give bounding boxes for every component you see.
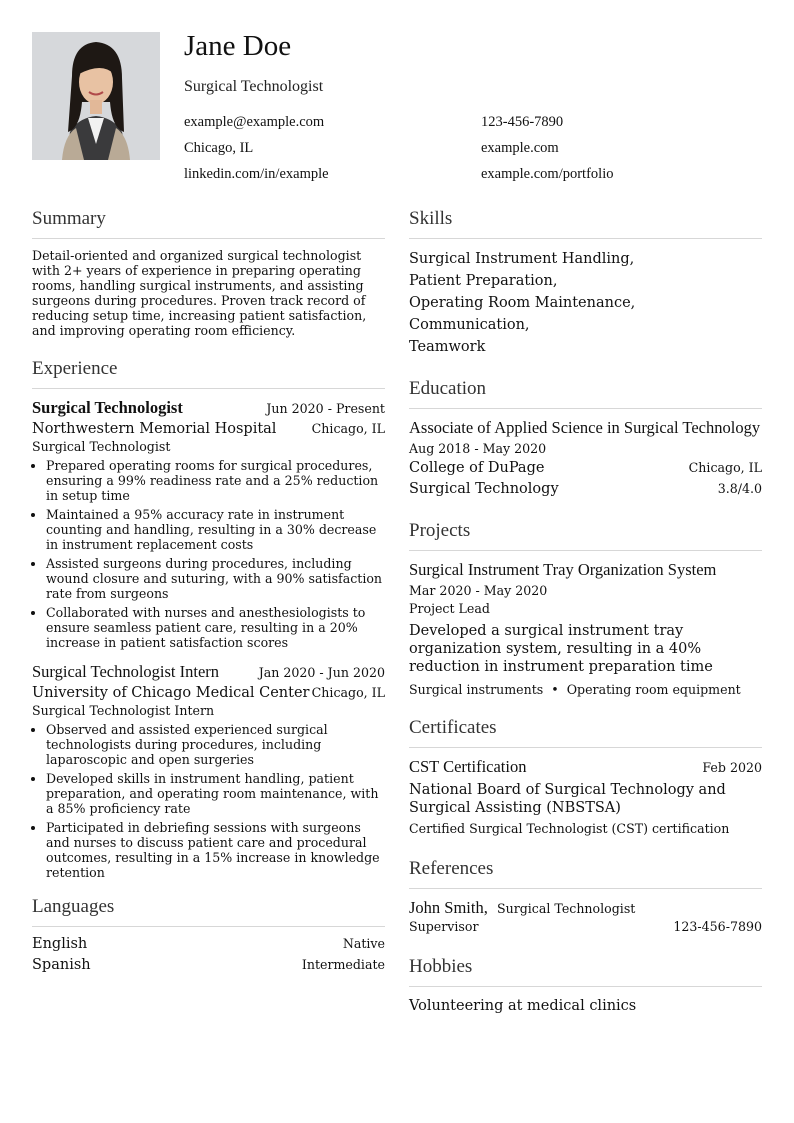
certificate-description: Certified Surgical Technologist (CST) certification [409, 821, 730, 836]
keyword-separator: • [551, 682, 559, 697]
project-keyword: Surgical instruments [409, 682, 544, 697]
contact-phone[interactable]: 123-456-7890 [481, 114, 564, 130]
language-row [32, 936, 385, 952]
job-organization: Northwestern Memorial Hospital [32, 421, 277, 437]
project-title: Surgical Instrument Tray Organization System [409, 560, 717, 579]
education-gpa: 3.8/4.0 [717, 481, 762, 496]
right-column [409, 208, 762, 1037]
projects-heading: Projects [409, 520, 762, 551]
education-degree: Associate of Applied Science in Surgical Technology [409, 418, 761, 437]
project-date: Mar 2020 - May 2020 [409, 583, 548, 598]
reference-phone[interactable]: 123-456-7890 [673, 919, 762, 934]
job-title: Surgical Technologist [32, 398, 183, 417]
skills-list [409, 248, 762, 358]
job-bullet: • Developed skills in instrument handling, patient preparation, and operating room maintenance, with a 85% proficiency rate [46, 771, 385, 816]
job-role: Surgical Technologist [32, 439, 171, 454]
job-date: Jun 2020 - Present [266, 401, 385, 416]
contact-location: Chicago, IL [184, 140, 254, 156]
education-heading: Education [409, 378, 762, 409]
contact-portfolio[interactable]: example.com/portfolio [481, 166, 614, 182]
candidate-title: Surgical Technologist [184, 78, 324, 95]
certificate-date: Feb 2020 [702, 760, 762, 775]
job-organization: University of Chicago Medical Center [32, 685, 310, 701]
hobbies-section [409, 956, 762, 1017]
education-section [409, 378, 762, 500]
hobbies-heading: Hobbies [409, 956, 762, 987]
left-column [32, 208, 385, 993]
skill-item: Teamwork [409, 339, 486, 355]
project-keyword: Operating room equipment [566, 682, 741, 697]
language-level: Native [342, 936, 385, 951]
summary-heading: Summary [32, 208, 385, 239]
hobby-item: Volunteering at medical clinics [409, 998, 637, 1014]
job-bullet: • Participated in debriefing sessions with surgeons and nurses to discuss patient care and procedural outcomes, resulting in a 15% increase in knowledge retention [46, 820, 385, 880]
skill-item: Communication, [409, 317, 530, 333]
job-bullets [32, 458, 385, 650]
reference-title: Surgical Technologist [496, 901, 636, 916]
job-bullet: • Prepared operating rooms for surgical procedures, ensuring a 99% readiness rate and a 25% reduction in setup time [46, 458, 385, 503]
experience-section [32, 358, 385, 880]
job-bullets [32, 722, 385, 880]
job-date: Jan 2020 - Jun 2020 [258, 665, 385, 680]
certificates-section [409, 717, 762, 838]
education-school: College of DuPage [409, 460, 545, 476]
languages-heading: Languages [32, 896, 385, 927]
reference-relation: Supervisor [409, 919, 479, 934]
projects-section [409, 520, 762, 697]
reference-name: John Smith, [409, 898, 488, 917]
profile-photo [32, 32, 160, 160]
job-location: Chicago, IL [311, 421, 385, 436]
education-location: Chicago, IL [688, 460, 762, 475]
candidate-name: Jane Doe [184, 30, 292, 62]
job-entry [32, 662, 385, 880]
experience-heading: Experience [32, 358, 385, 389]
certificate-issuer: National Board of Surgical Technology and Surgical Assisting (NBSTSA) [409, 782, 726, 816]
job-location: Chicago, IL [311, 685, 385, 700]
project-role: Project Lead [409, 601, 490, 616]
job-entry [32, 398, 385, 650]
language-row [32, 957, 385, 973]
skill-item: Patient Preparation, [409, 273, 558, 289]
skill-item: Operating Room Maintenance, [409, 295, 636, 311]
project-keywords [409, 682, 762, 697]
education-field: Surgical Technology [409, 481, 559, 497]
skills-section [409, 208, 762, 358]
job-bullet: • Observed and assisted experienced surgical technologists during procedures, including laparoscopic and open surgeries [46, 722, 385, 767]
job-bullet: • Collaborated with nurses and anesthesiologists to ensure seamless patient care, resulting in a 20% increase in patient satisfaction scores [46, 605, 385, 650]
skill-item: Surgical Instrument Handling, [409, 251, 635, 267]
references-heading: References [409, 858, 762, 889]
job-title: Surgical Technologist Intern [32, 662, 220, 681]
certificate-name: CST Certification [409, 757, 527, 776]
job-bullet: • Maintained a 95% accuracy rate in instrument counting and handling, resulting in a 30% decrease in instrument replacement costs [46, 507, 385, 552]
contact-website[interactable]: example.com [481, 140, 559, 156]
summary-text: Detail-oriented and organized surgical technologist with 2+ years of experience in preparing operating rooms, handling surgical instruments, and assisting surgeons during procedures. Proven track record of reducing setup time, increasing patient satisfaction, and improving operating room efficiency. [32, 248, 367, 338]
education-date: Aug 2018 - May 2020 [409, 441, 547, 456]
language-name: English [32, 936, 88, 952]
summary-section [32, 208, 385, 338]
certificates-heading: Certificates [409, 717, 762, 748]
references-section [409, 858, 762, 936]
contact-linkedin[interactable]: linkedin.com/in/example [184, 166, 329, 182]
contact-email[interactable]: example@example.com [184, 114, 325, 130]
job-role: Surgical Technologist Intern [32, 703, 215, 718]
skills-heading: Skills [409, 208, 762, 239]
language-name: Spanish [32, 957, 91, 973]
project-description: Developed a surgical instrument tray organization system, resulting in a 40% reduction in instrument preparation time [409, 623, 713, 675]
job-bullet: • Assisted surgeons during procedures, including wound closure and suturing, with a 90% satisfaction rate from surgeons [46, 556, 385, 601]
languages-section [32, 896, 385, 973]
language-level: Intermediate [301, 957, 385, 972]
